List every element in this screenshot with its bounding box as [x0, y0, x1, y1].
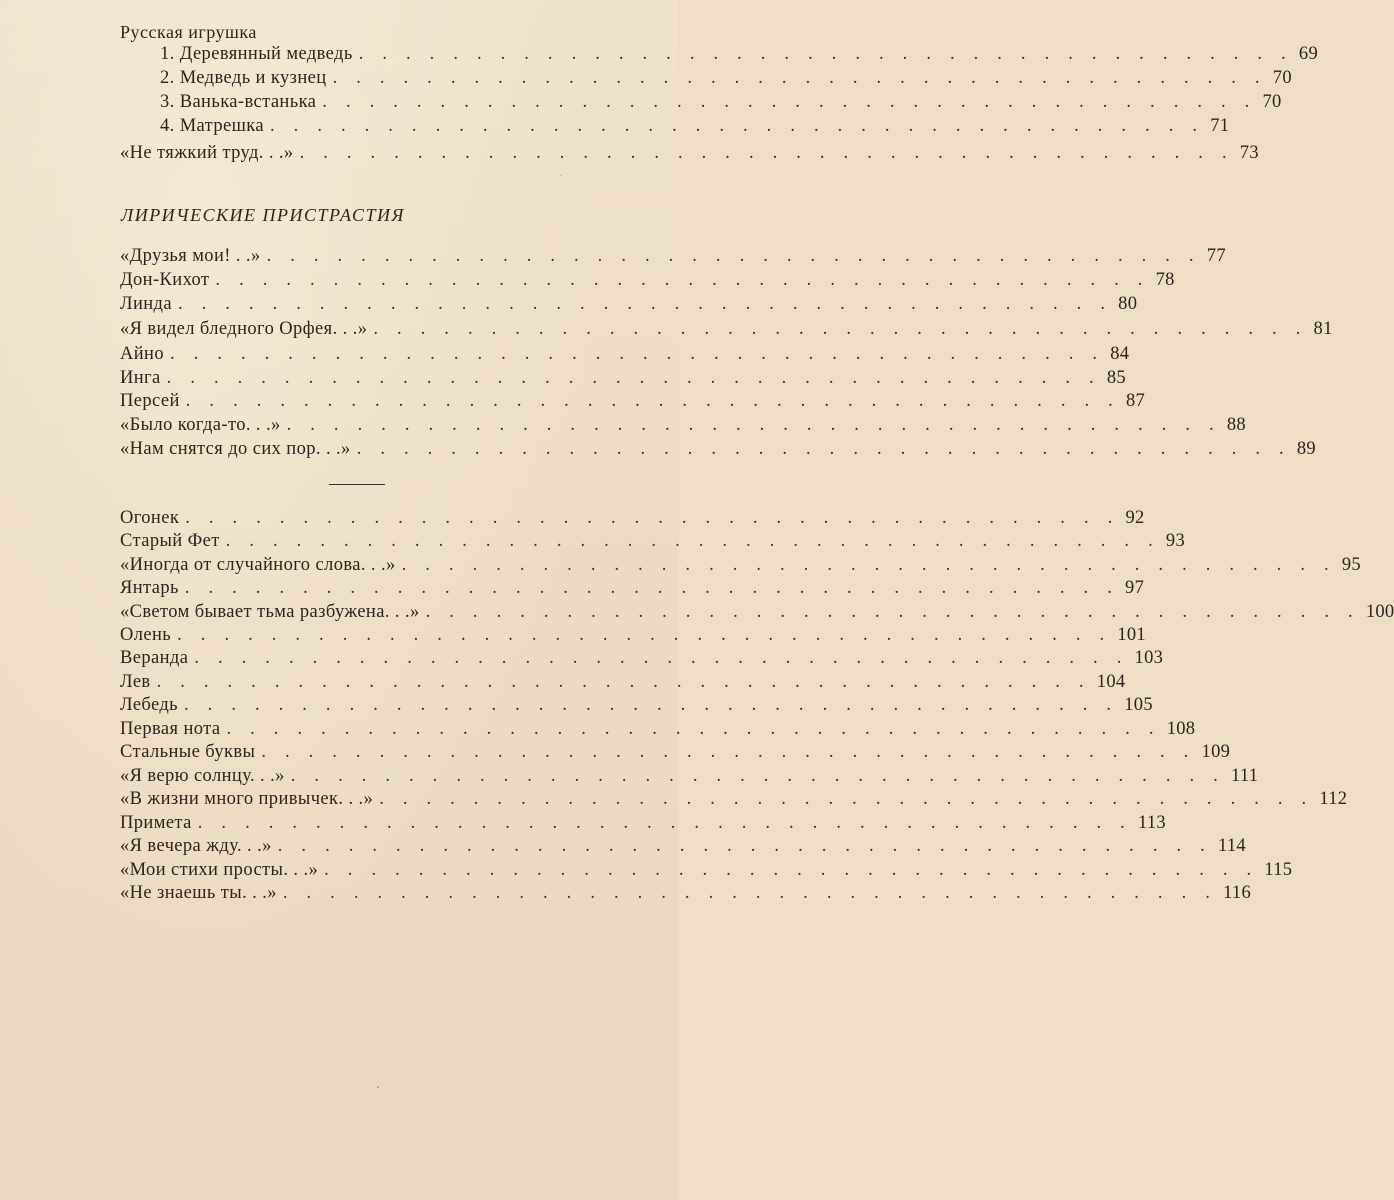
toc-entry — [120, 529, 1186, 553]
toc-entry-page: 105 — [1124, 695, 1153, 715]
toc-entry-title: «Мои стихи просты. . .» — [120, 860, 319, 880]
dot-leader: . . . . . . . . . . . . . . . . . . . . . . . . . . . . . . . . . . . . . . . . — [425, 602, 1360, 622]
toc-entry — [120, 553, 1361, 577]
dot-leader: . . . . . . . . . . . . . . . . . . . . . . . . . . . . . . . . . . . . . . . . — [166, 368, 1101, 388]
toc-entry-page: 112 — [1319, 789, 1348, 809]
toc-entry-page: 114 — [1217, 836, 1246, 856]
dot-leader: . . . . . . . . . . . . . . . . . . . . . . . . . . . . . . . . . . . . . . . . — [379, 789, 1314, 809]
toc-entry-page: 95 — [1341, 555, 1361, 575]
toc-entry-page: 116 — [1223, 883, 1252, 903]
toc-entry-page: 87 — [1125, 391, 1146, 411]
dot-leader: . . . . . . . . . . . . . . . . . . . . . . . . . . . . . . . . . . . . . . . . — [290, 766, 1225, 786]
toc-entry — [120, 268, 1175, 292]
toc-entry-title: 2. Медведь и кузнец — [160, 68, 327, 88]
toc-entry-page: 80 — [1118, 294, 1138, 314]
toc-entry-title: Янтарь — [120, 578, 179, 598]
dot-leader: . . . . . . . . . . . . . . . . . . . . . . . . . . . . . . . . . . . . . . . . — [185, 391, 1120, 411]
dot-leader: . . . . . . . . . . . . . . . . . . . . . . . . . . . . . . . . . . . . . . . . — [322, 92, 1257, 112]
toc-entry-title: 4. Матрешка — [160, 116, 265, 136]
toc-entry — [120, 787, 1348, 811]
toc-entry-title: Олень — [120, 625, 172, 645]
dot-leader: . . . . . . . . . . . . . . . . . . . . . . . . . . . . . . . . . . . . . . . . — [184, 695, 1119, 715]
toc-entry-page: 113 — [1137, 813, 1166, 833]
toc-entry-page: 88 — [1226, 415, 1246, 435]
dot-leader: . . . . . . . . . . . . . . . . . . . . . . . . . . . . . . . . . . . . . . . . — [277, 836, 1212, 856]
dot-leader: . . . . . . . . . . . . . . . . . . . . . . . . . . . . . . . . . . . . . . . . — [185, 508, 1120, 528]
toc-entry-page: 78 — [1155, 270, 1175, 290]
toc-entry — [120, 834, 1246, 858]
toc-entry-title: «Нам снятся до сих пор. . .» — [120, 439, 351, 459]
toc-entry — [160, 42, 1319, 66]
toc-entry-title: «Я верю солнцу. . .» — [120, 766, 285, 786]
toc-entry-page: 97 — [1125, 578, 1145, 598]
toc-entry-title: Линда — [120, 294, 172, 314]
toc-entry — [120, 141, 1259, 165]
dot-leader: . . . . . . . . . . . . . . . . . . . . . . . . . . . . . . . . . . . . . . . . — [358, 44, 1293, 64]
toc-entry-title: Примета — [120, 813, 192, 833]
toc-entry-page: 77 — [1206, 246, 1226, 266]
toc-entry-page: 71 — [1210, 116, 1230, 136]
toc-entry — [120, 244, 1226, 268]
toc-entry — [120, 576, 1145, 600]
toc-entry-page: 109 — [1201, 742, 1231, 762]
toc-entry-title: Айно — [120, 344, 165, 364]
toc-entry — [120, 811, 1166, 835]
toc-entry-title: «Друзья мои! . .» — [120, 246, 261, 266]
toc-entry-title: 3. Ванька-встанька — [160, 92, 317, 112]
toc-entry-title: Веранда — [120, 648, 189, 668]
dot-leader: . . . . . . . . . . . . . . . . . . . . . . . . . . . . . . . . . . . . . . . . — [170, 344, 1105, 364]
dot-leader: . . . . . . . . . . . . . . . . . . . . . . . . . . . . . . . . . . . . . . . . — [225, 531, 1160, 551]
toc-entry-title: Огонек — [120, 508, 180, 528]
toc-entry — [120, 413, 1246, 437]
toc-entry-page: 89 — [1296, 439, 1316, 459]
toc-entry-page: 81 — [1313, 319, 1333, 339]
toc-entry-title: Лев — [120, 672, 151, 692]
toc-entry-title: «Не тяжкий труд. . .» — [120, 143, 294, 163]
dot-leader: . . . . . . . . . . . . . . . . . . . . . . . . . . . . . . . . . . . . . . . . — [299, 143, 1234, 163]
toc-entry — [160, 66, 1292, 90]
section-heading: ЛИРИЧЕСКИЕ ПРИСТРАСТИЯ — [121, 205, 405, 225]
toc-entry-title: Первая нота — [120, 719, 221, 739]
dot-leader: . . . . . . . . . . . . . . . . . . . . . . . . . . . . . . . . . . . . . . . . — [156, 672, 1091, 692]
toc-entry — [120, 292, 1138, 316]
toc-entry-title: «Было когда-то. . .» — [120, 415, 281, 435]
toc-entry — [120, 881, 1252, 905]
toc-entry-page: 85 — [1106, 368, 1126, 388]
dot-leader: . . . . . . . . . . . . . . . . . . . . . . . . . . . . . . . . . . . . . . . . — [226, 719, 1161, 739]
section-divider — [329, 484, 385, 485]
toc-entry-title: «Я вечера жду. . .» — [120, 836, 272, 856]
toc-entry-title: Дон-Кихот — [120, 270, 210, 290]
toc-entry-title: «Светом бывает тьма разбужена. . .» — [120, 602, 420, 622]
dot-leader: . . . . . . . . . . . . . . . . . . . . . . . . . . . . . . . . . . . . . . . . — [373, 319, 1308, 339]
toc-entry — [120, 366, 1126, 390]
group-heading: Русская игрушка — [120, 22, 257, 42]
toc-entry-page: 101 — [1117, 625, 1146, 645]
dot-leader: . . . . . . . . . . . . . . . . . . . . . . . . . . . . . . . . . . . . . . . . — [270, 116, 1205, 136]
dot-leader: . . . . . . . . . . . . . . . . . . . . . . . . . . . . . . . . . . . . . . . . — [286, 415, 1221, 435]
toc-entry — [120, 858, 1293, 882]
toc-entry — [160, 90, 1282, 114]
toc-entry-page: 70 — [1262, 92, 1282, 112]
toc-entry — [120, 600, 1394, 624]
dot-leader: . . . . . . . . . . . . . . . . . . . . . . . . . . . . . . . . . . . . . . . . — [197, 813, 1132, 833]
toc-entry-page: 84 — [1110, 344, 1130, 364]
toc-entry — [160, 114, 1230, 138]
toc-entry — [120, 670, 1126, 694]
toc-entry-title: Стальные буквы — [120, 742, 256, 762]
toc-entry-title: Инга — [120, 368, 161, 388]
toc-entry-title: Лебедь — [120, 695, 179, 715]
dot-leader: . . . . . . . . . . . . . . . . . . . . . . . . . . . . . . . . . . . . . . . . — [282, 883, 1218, 903]
toc-entry — [120, 437, 1316, 461]
toc-entry — [120, 717, 1196, 741]
dot-leader: . . . . . . . . . . . . . . . . . . . . . . . . . . . . . . . . . . . . . . . . — [332, 68, 1267, 88]
toc-entry-page: 111 — [1230, 766, 1259, 786]
dot-leader: . . . . . . . . . . . . . . . . . . . . . . . . . . . . . . . . . . . . . . . . — [177, 294, 1113, 314]
toc-entry-page: 104 — [1096, 672, 1126, 692]
toc-entry — [120, 317, 1333, 341]
toc-entry — [120, 646, 1164, 670]
toc-entry-title: «Я видел бледного Орфея. . .» — [120, 319, 368, 339]
toc-entry — [120, 764, 1259, 788]
dot-leader: . . . . . . . . . . . . . . . . . . . . . . . . . . . . . . . . . . . . . . . . — [184, 578, 1120, 598]
toc-entry-title: 1. Деревянный медведь — [160, 44, 353, 64]
toc-entry-title: «Не знаешь ты. . .» — [120, 883, 277, 903]
toc-entry-title: Старый Фет — [120, 531, 220, 551]
dot-leader: . . . . . . . . . . . . . . . . . . . . . . . . . . . . . . . . . . . . . . . . — [177, 625, 1112, 645]
toc-entry — [120, 342, 1130, 366]
dot-leader: . . . . . . . . . . . . . . . . . . . . . . . . . . . . . . . . . . . . . . . . — [215, 270, 1150, 290]
toc-entry-page: 115 — [1264, 860, 1293, 880]
dot-leader: . . . . . . . . . . . . . . . . . . . . . . . . . . . . . . . . . . . . . . . . — [261, 742, 1196, 762]
dot-leader: . . . . . . . . . . . . . . . . . . . . . . . . . . . . . . . . . . . . . . . . — [194, 648, 1129, 668]
dot-leader: . . . . . . . . . . . . . . . . . . . . . . . . . . . . . . . . . . . . . . . . — [356, 439, 1291, 459]
toc-entry-title: Персей — [120, 391, 180, 411]
paper-speck — [560, 175, 561, 176]
toc-entry-page: 103 — [1134, 648, 1164, 668]
toc-entry-page: 73 — [1239, 143, 1259, 163]
toc-entry — [120, 693, 1153, 717]
toc-entry — [120, 740, 1231, 764]
toc-entry-page: 92 — [1125, 508, 1145, 528]
toc-entry-page: 70 — [1272, 68, 1292, 88]
paper-speck — [377, 1086, 379, 1088]
toc-entry-page: 100 — [1365, 602, 1394, 622]
toc-entry-title: «В жизни много привычек. . .» — [120, 789, 374, 809]
toc-entry-title: «Иногда от случайного слова. . .» — [120, 555, 396, 575]
toc-entry-page: 93 — [1165, 531, 1186, 551]
toc-entry — [120, 506, 1145, 530]
dot-leader: . . . . . . . . . . . . . . . . . . . . . . . . . . . . . . . . . . . . . . . . — [266, 246, 1201, 266]
dot-leader: . . . . . . . . . . . . . . . . . . . . . . . . . . . . . . . . . . . . . . . . — [401, 555, 1336, 575]
toc-entry-page: 108 — [1166, 719, 1196, 739]
dot-leader: . . . . . . . . . . . . . . . . . . . . . . . . . . . . . . . . . . . . . . . . — [324, 860, 1259, 880]
toc-entry-page: 69 — [1298, 44, 1319, 64]
toc-entry — [120, 389, 1146, 413]
toc-entry — [120, 623, 1146, 647]
